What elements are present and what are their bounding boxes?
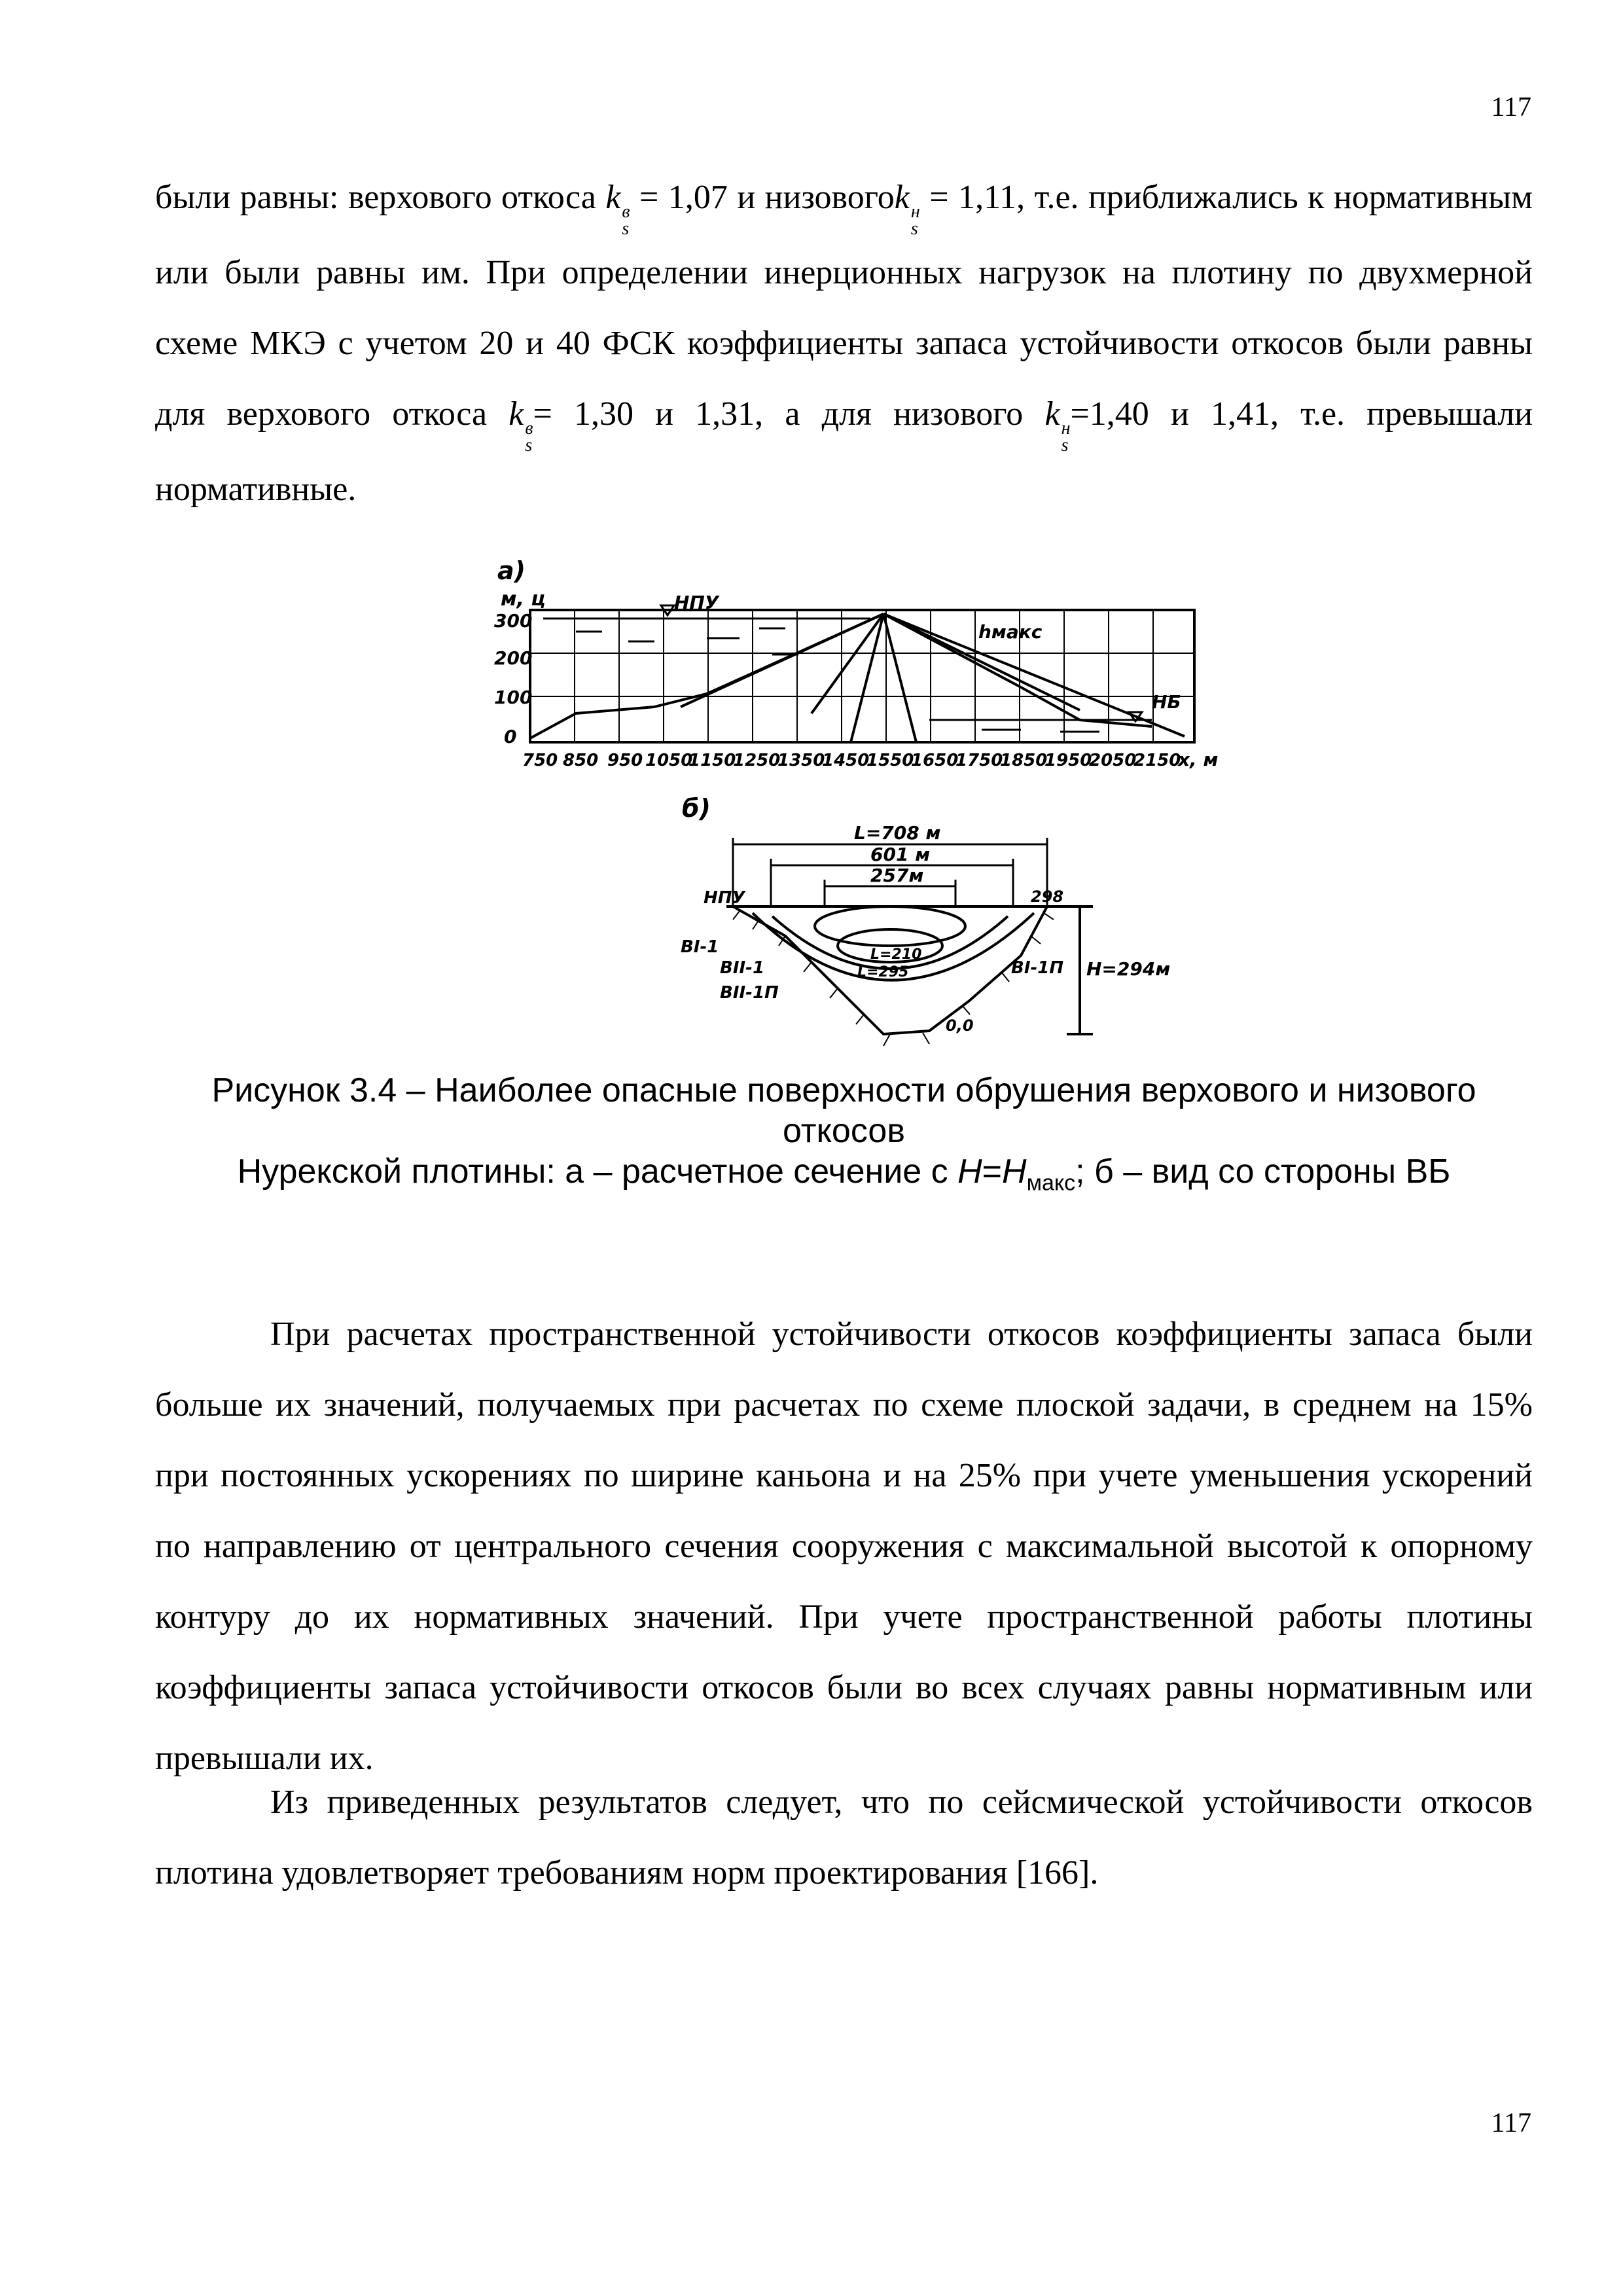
x-tick: 1550 <box>866 751 914 770</box>
k-upstream-symbol-2: k в s <box>508 395 533 456</box>
fig-a-dam-profile <box>530 614 1185 742</box>
x-tick: 1450 <box>822 751 870 770</box>
caption-line-1: Рисунок 3.4 – Наиболее опасные поверхности обрушения верхового и низового откосов <box>211 1071 1476 1150</box>
fig-b-vi1-label: ВI-1 <box>681 937 719 957</box>
x-tick: 850 <box>563 751 599 770</box>
x-tick: 1850 <box>1000 751 1048 770</box>
x-tick: 2150 <box>1133 751 1181 770</box>
y-tick-300: 300 <box>494 610 533 632</box>
fig-b-L295-label: L=295 <box>857 964 909 980</box>
fig-a-hmax-label: hмакс <box>978 621 1043 643</box>
fig-b-vii1p-label: ВII-1П <box>720 983 779 1003</box>
p1-text-3: = 1,11, т.е. приближались к нормативным или были равны им. При определении инерционных нагрузок на плотину по двухмерной схеме МКЭ с учетом 20 и 40 ФСК коэффициенты запаса устойчивости откосов были равны для верхового откоса <box>155 179 1533 433</box>
paragraph-3: Из приведенных результатов следует, что по сейсмической устойчивости откосов плотина удовлетворяет требованиям норм проектирования [166]. <box>155 1784 1533 1892</box>
x-tick: 1250 <box>733 751 781 770</box>
y-tick-200: 200 <box>494 647 533 669</box>
fig-b-dim-L: L=708 м <box>854 822 941 844</box>
fig-a-label: а) <box>497 556 526 585</box>
p1-text-5: =1,40 и 1,41, т.е. превышали нормативные. <box>155 395 1533 508</box>
fig-b-dim-601: 601 м <box>870 844 931 865</box>
x-tick: 2050 <box>1089 751 1137 770</box>
x-tick: 1950 <box>1044 751 1092 770</box>
fig-b-npu-label: НПУ <box>704 888 745 908</box>
k-downstream-symbol-2: k н s <box>1044 395 1071 456</box>
fig-a-y-ticks <box>494 610 532 747</box>
fig-a-nb-label: НБ <box>1152 691 1181 713</box>
fig-a-water-marks <box>543 619 1152 732</box>
p1-text-2: = 1,07 и низового <box>630 179 895 216</box>
fig-b-dim-257: 257м <box>870 865 924 886</box>
x-tick: 1650 <box>911 751 959 770</box>
fig-a-npu-label: НПУ <box>674 592 719 613</box>
paragraph-2: При расчетах пространственной устойчивости откосов коэффициенты запаса были больше их значений, получаемых при расчетах по схеме плоской задачи, в среднем на 15% при постоянных ускорениях по ширине каньона и на 25% при учете уменьшения ускорений по направлению от центрального сечения сооружения с максимальной высотой к опорному контуру до их нормативных значений. При учете пространственной работы плотины коэффициенты запаса устойчивости откосов были во всех случаях равны нормативным или превышали их. <box>155 1316 1533 1777</box>
fig-b-label: б) <box>682 794 711 823</box>
fig-b-H-label: H=294м <box>1086 958 1171 980</box>
fig-b-vii1-label: ВII-1 <box>720 958 765 978</box>
page-number-top: 117 <box>1491 92 1531 122</box>
fig-b-vi1p-label: ВI-1П <box>1011 958 1064 978</box>
p1-text-1: были равны: верхового откоса <box>155 179 606 216</box>
x-tick: 1350 <box>777 751 825 770</box>
fig-a-x-axis-label: x, м <box>1178 749 1219 770</box>
fig-b-L210-label: L=210 <box>870 946 922 963</box>
fig-b-298-label: 298 <box>1031 888 1064 906</box>
page-number-bottom: 117 <box>1491 2108 1531 2138</box>
x-tick: 1750 <box>955 751 1003 770</box>
k-upstream-symbol: k в s <box>605 179 630 239</box>
x-tick: 1150 <box>688 751 736 770</box>
fig-a-y-axis-label: м, ц <box>501 588 546 611</box>
x-tick: 950 <box>607 751 643 770</box>
k-downstream-symbol: k н s <box>894 179 920 239</box>
fig-a-x-ticks <box>522 751 1181 770</box>
figure-3-4 <box>0 0 1623 1073</box>
fig-b-00-label: 0,0 <box>946 1016 974 1035</box>
p1-text-4: = 1,30 и 1,31, а для низового <box>533 395 1045 433</box>
figure-caption <box>155 1070 1533 1203</box>
x-tick: 1050 <box>645 751 693 770</box>
x-tick: 750 <box>522 751 558 770</box>
caption-line-2: Нурекской плотины: а – расчетное сечение с $H=H_{макс}$; б – вид со стороны ВБ <box>237 1153 1451 1196</box>
y-tick-100: 100 <box>494 687 533 708</box>
y-tick-0: 0 <box>504 726 517 747</box>
